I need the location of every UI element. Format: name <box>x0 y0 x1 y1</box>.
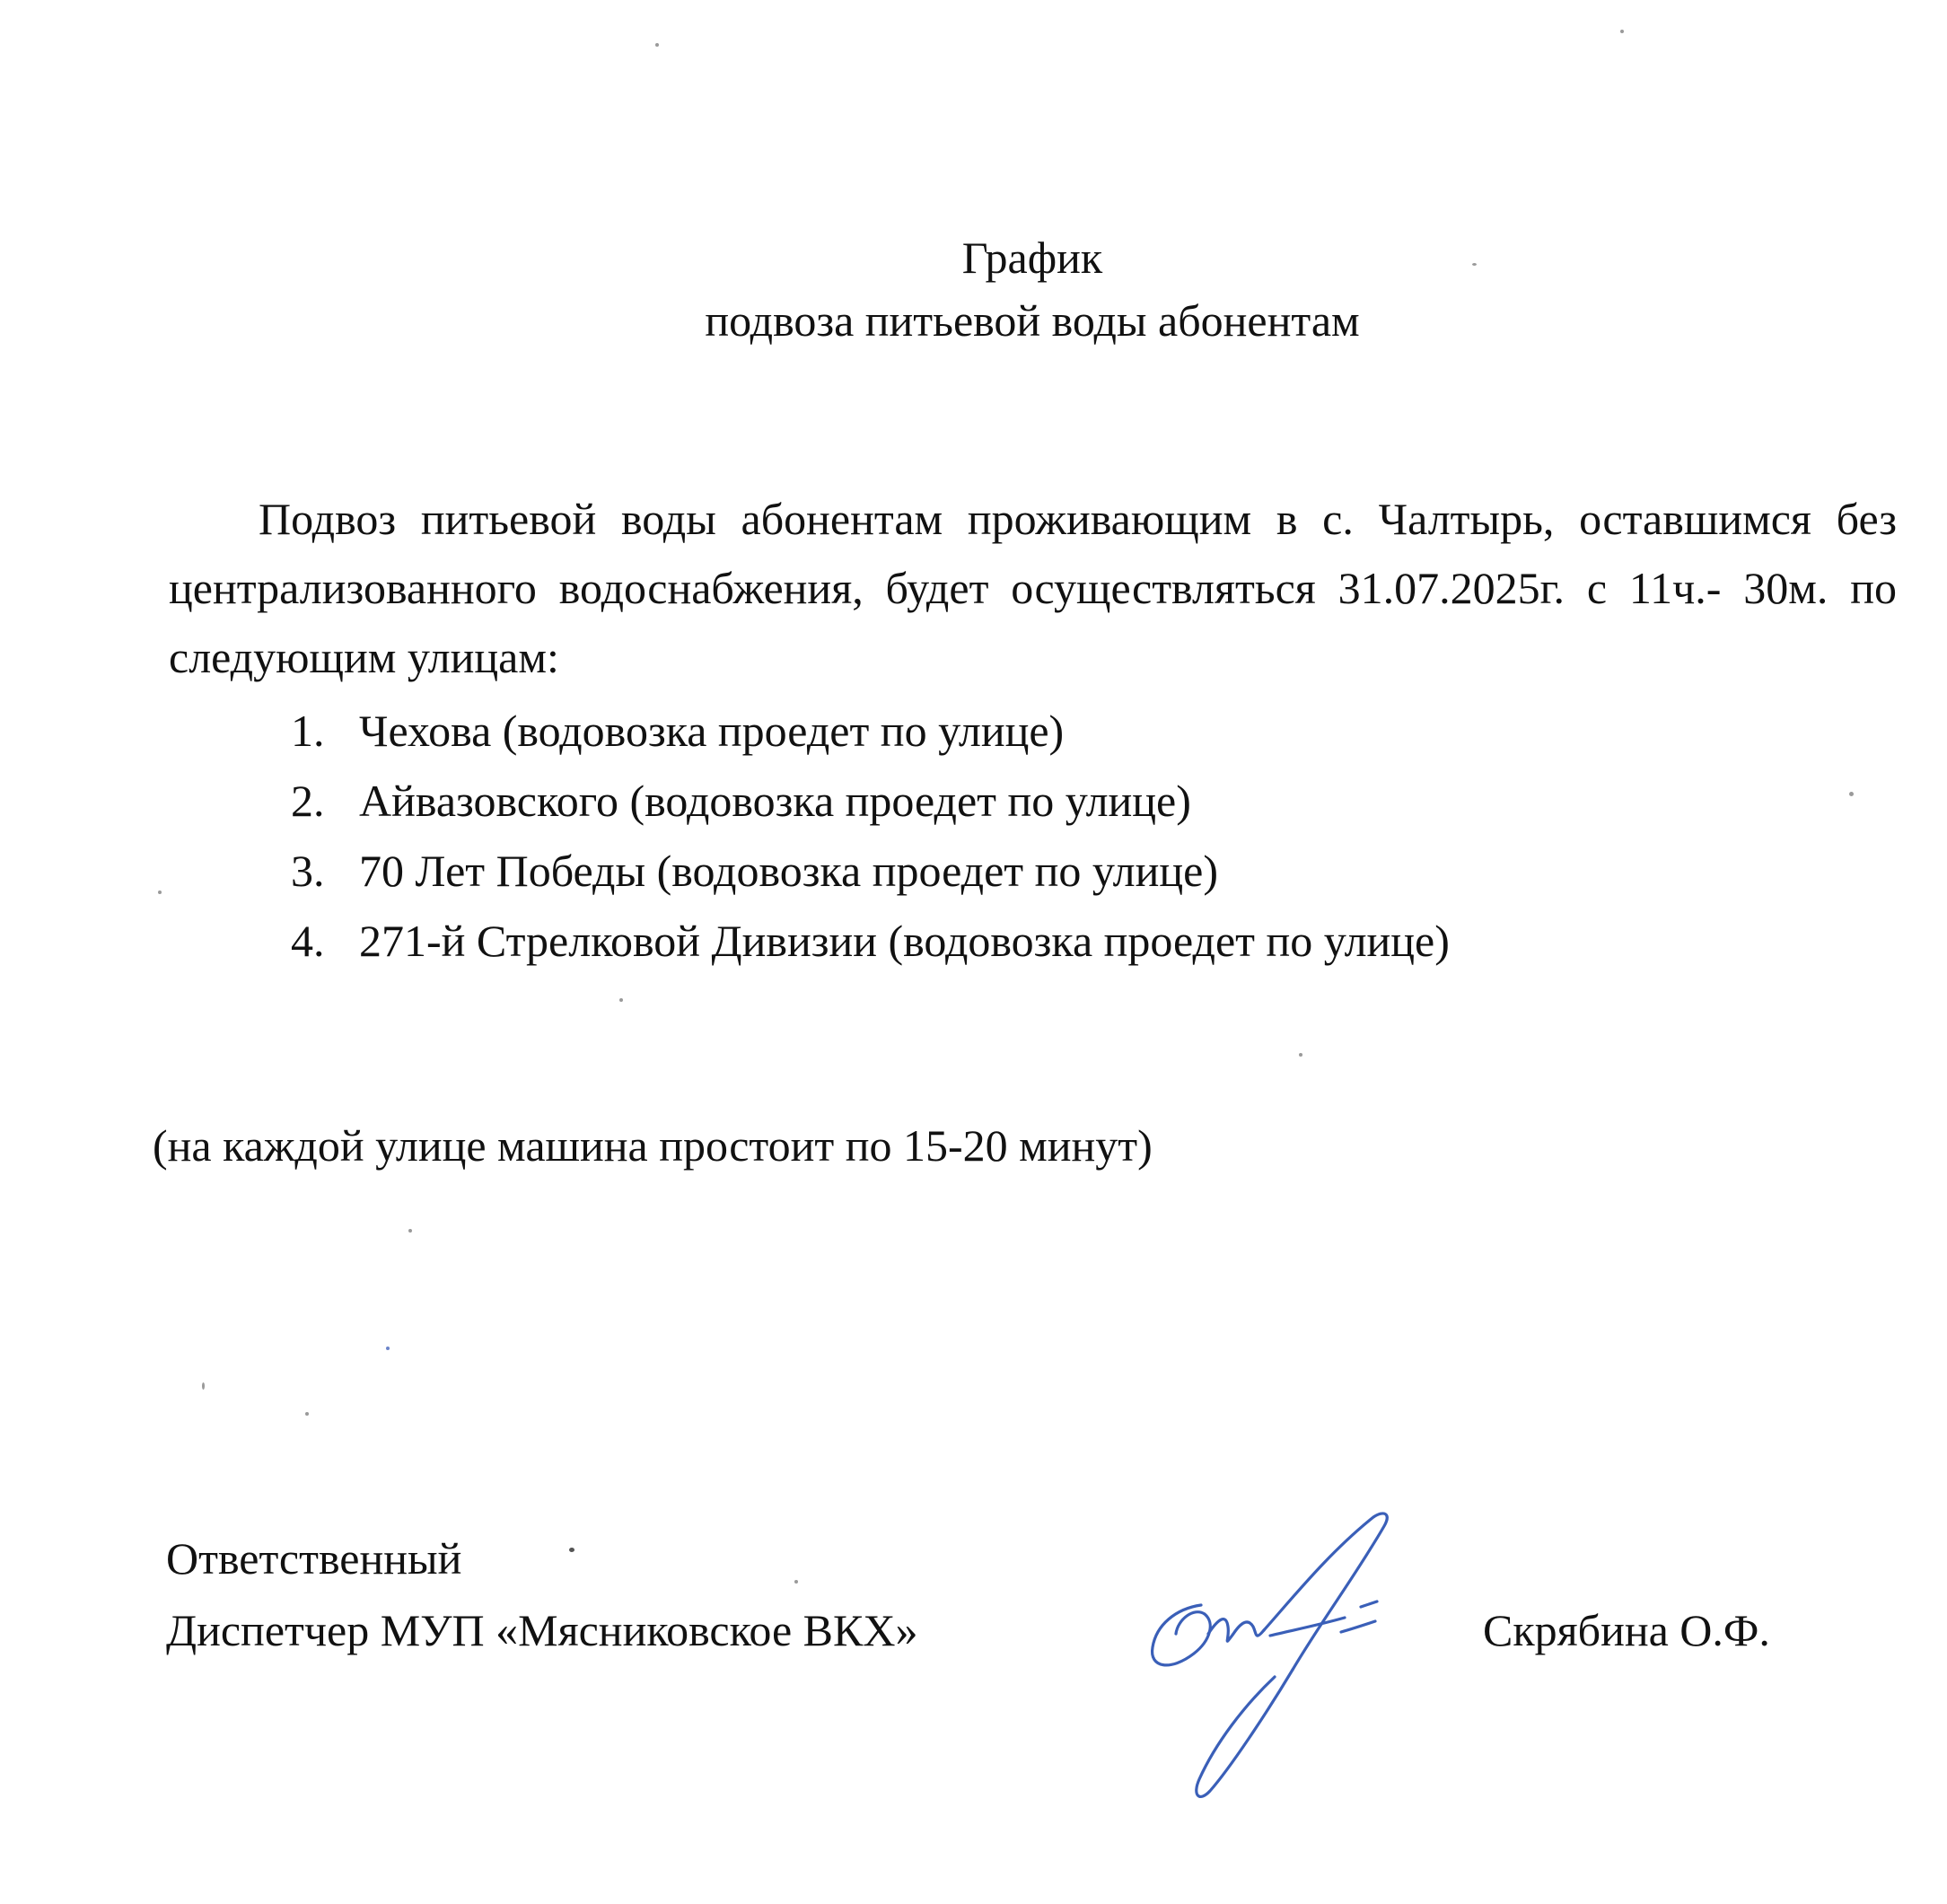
list-item-number: 2. <box>291 776 325 826</box>
list-item-text: 271-й Стрелковой Дивизии (водовозка проедет по улице) <box>359 916 1450 966</box>
signatory-role-line2: Диспетчер МУП «Мясниковское ВКХ» <box>166 1605 918 1655</box>
list-item <box>291 906 1450 976</box>
scan-speck <box>794 1580 798 1584</box>
document-title: График <box>961 233 1103 283</box>
scan-speck <box>386 1347 390 1350</box>
stop-duration-note: (на каждой улице машина простоит по 15-20 минут) <box>153 1120 1153 1171</box>
list-item-number: 4. <box>291 916 325 966</box>
announcement-paragraph: Подвоз питьевой воды абонентам проживающим в с. Чалтырь, оставшимся без централизованного водоснабжения, будет осуществляться 31.07.2025г. с 11ч.- 30м. по следующим улицам: <box>169 494 1897 682</box>
street-list <box>291 696 1450 976</box>
list-item-number: 1. <box>291 706 325 756</box>
signatory-name: Скрябина О.Ф. <box>1483 1605 1770 1655</box>
handwritten-signature-icon <box>1122 1499 1445 1804</box>
list-item <box>291 696 1450 766</box>
signatory-role-line1: Ответственный <box>166 1533 462 1584</box>
list-item <box>291 836 1450 906</box>
list-item-text: Айвазовского (водовозка проедет по улице) <box>359 776 1191 826</box>
list-item <box>291 766 1450 836</box>
scan-speck <box>619 998 623 1002</box>
list-item-text: 70 Лет Победы (водовозка проедет по улице) <box>359 846 1218 896</box>
scan-speck <box>1299 1053 1302 1057</box>
scan-speck <box>202 1382 205 1390</box>
scan-speck <box>1620 30 1624 33</box>
scan-speck <box>655 43 659 47</box>
scan-speck <box>408 1229 412 1233</box>
scan-speck <box>1849 792 1854 796</box>
scan-speck <box>569 1548 574 1552</box>
list-item-text: Чехова (водовозка проедет по улице) <box>359 706 1065 756</box>
document-subtitle: подвоза питьевой воды абонентам <box>705 295 1360 346</box>
scan-speck <box>158 891 162 894</box>
list-item-number: 3. <box>291 846 325 896</box>
scan-speck <box>305 1412 309 1416</box>
